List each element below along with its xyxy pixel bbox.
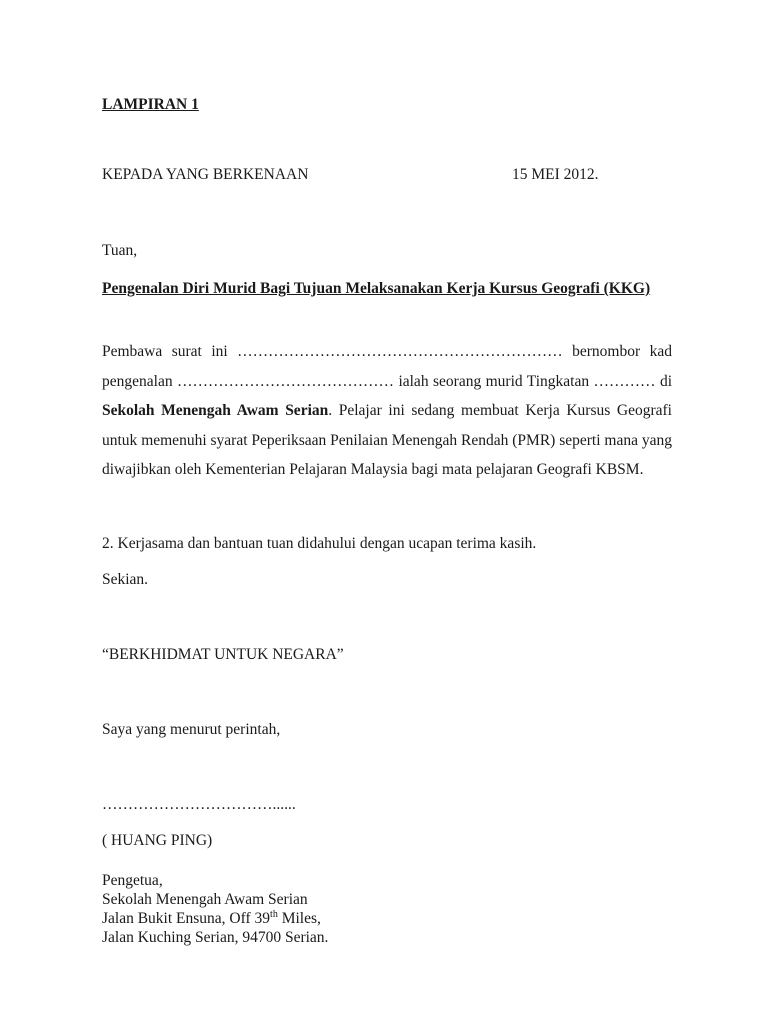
signatory-name: ( HUANG PING) xyxy=(102,832,213,849)
address-line-1: Sekolah Menengah Awam Serian xyxy=(102,891,308,908)
body-paragraph-1 xyxy=(102,337,672,485)
p1-text-5: . Pelajar ini sedang membuat Kerja Kursus Geografi untuk memenuhi syarat Peperiksaan Penilaian Menengah Rendah (PMR) seperti mana yang diwajibkan oleh Kementerian Pelajaran Malaysia bagi mata pelajaran Geografi KBSM. xyxy=(102,402,672,478)
salutation: Tuan, xyxy=(102,242,138,259)
body-paragraph-2: 2. Kerjasama dan bantuan tuan didahului dengan ucapan terima kasih. xyxy=(102,535,537,552)
ordinal-suffix: th xyxy=(270,908,278,920)
address-title: Pengetua, xyxy=(102,872,163,889)
recipient-line: KEPADA YANG BERKENAAN xyxy=(102,166,309,183)
motto: “BERKHIDMAT UNTUK NEGARA” xyxy=(102,646,344,663)
letter-date: 15 MEI 2012. xyxy=(512,166,599,183)
closing: Sekian. xyxy=(102,571,149,588)
attachment-label: LAMPIRAN 1 xyxy=(102,96,199,113)
address-line-3: Jalan Kuching Serian, 94700 Serian. xyxy=(102,929,329,946)
name-blank-dots: ……………………………………………………… xyxy=(237,343,563,360)
ic-number-blank-dots: …………………………………… xyxy=(177,372,395,390)
p1-text-4: di xyxy=(655,372,672,390)
signature-line: ……………………………...... xyxy=(102,796,296,813)
address-line-2-end: Miles, xyxy=(277,910,321,927)
p1-text-1: Pembawa surat ini xyxy=(102,343,238,360)
signatory-address xyxy=(102,871,672,947)
p1-text-3: ialah seorang murid Tingkatan xyxy=(394,372,594,390)
address-line-2-text: Jalan Bukit Ensuna, Off 39 xyxy=(102,910,271,927)
form-blank-dots: ………… xyxy=(593,372,656,390)
p1-text-2: bernombor kad pengenalan xyxy=(102,343,672,390)
school-name-bold: Sekolah Menengah Awam Serian xyxy=(102,402,329,419)
signoff: Saya yang menurut perintah, xyxy=(102,721,281,738)
letter-subject: Pengenalan Diri Murid Bagi Tujuan Melaksanakan Kerja Kursus Geografi (KKG) xyxy=(102,280,651,297)
address-line-2 xyxy=(102,909,672,928)
